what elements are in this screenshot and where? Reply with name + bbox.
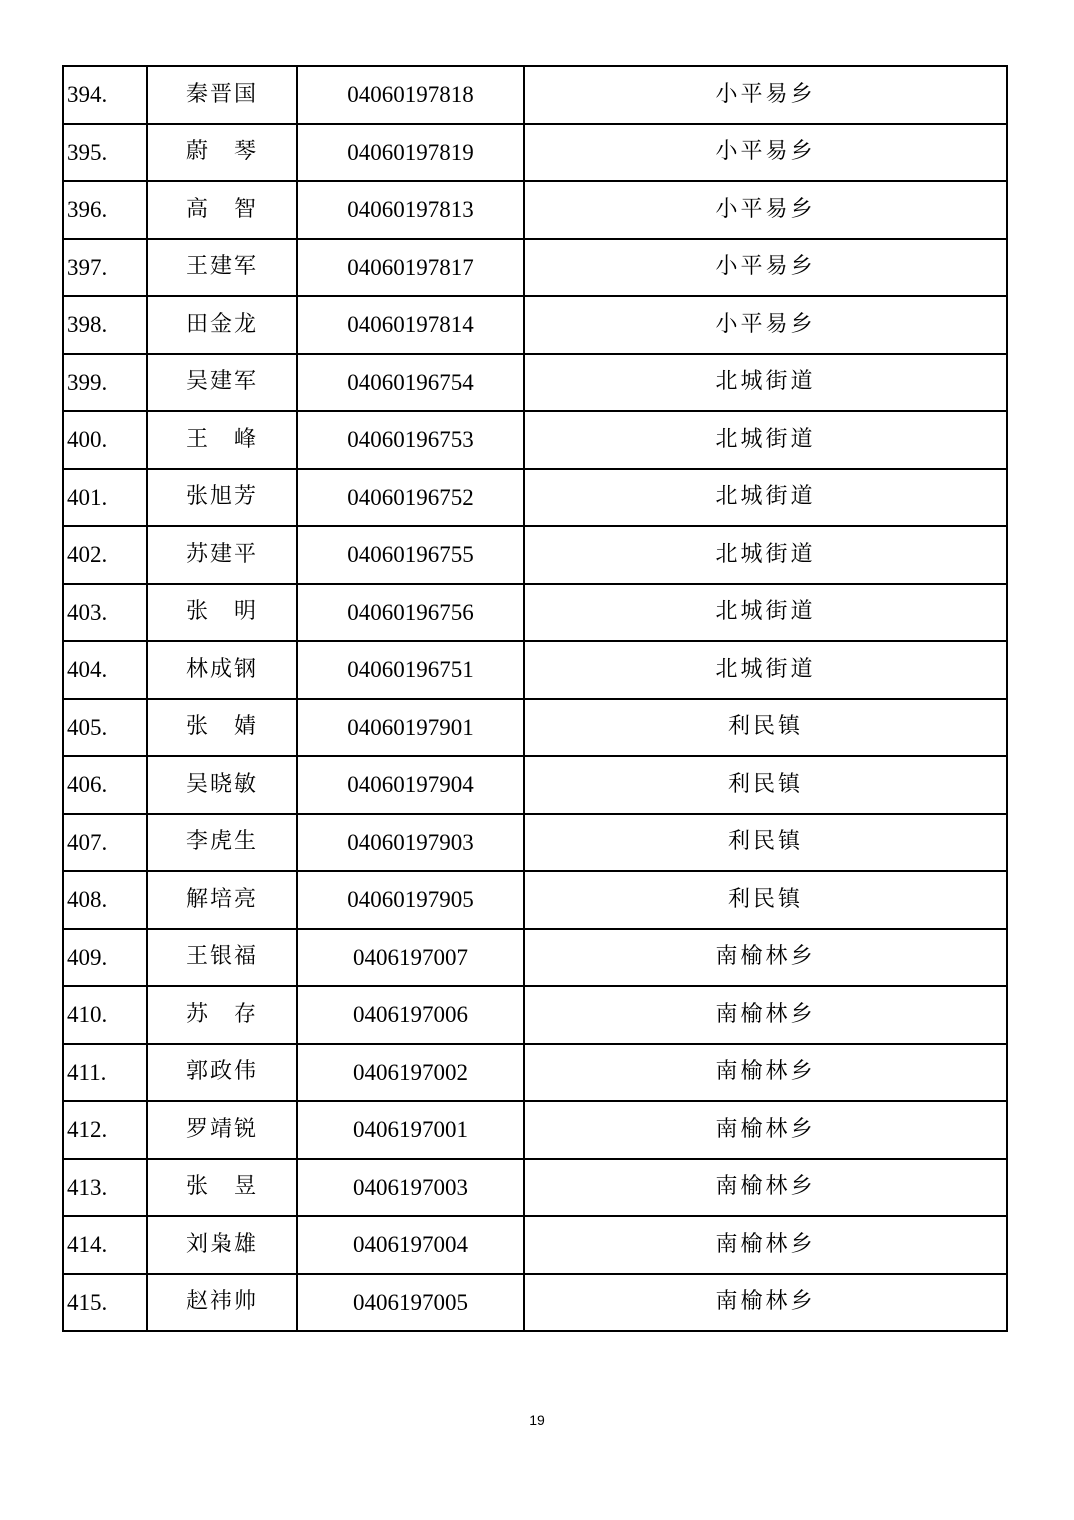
- person-name: 吴建军: [147, 354, 297, 412]
- area-name: 小平易乡: [524, 181, 1007, 239]
- row-number: 407.: [63, 814, 147, 872]
- table-row: [63, 986, 1007, 1044]
- id-code: 04060197817: [297, 239, 524, 297]
- person-name: 张 婧: [147, 699, 297, 757]
- table-row: [63, 124, 1007, 182]
- table-row: [63, 181, 1007, 239]
- row-number: 399.: [63, 354, 147, 412]
- person-name: 张旭芳: [147, 469, 297, 527]
- area-name: 小平易乡: [524, 239, 1007, 297]
- table-row: [63, 641, 1007, 699]
- area-name: 利民镇: [524, 756, 1007, 814]
- area-name: 北城街道: [524, 411, 1007, 469]
- row-number: 394.: [63, 66, 147, 124]
- row-number: 395.: [63, 124, 147, 182]
- table-row: [63, 239, 1007, 297]
- person-name: 郭政伟: [147, 1044, 297, 1102]
- person-name: 张 明: [147, 584, 297, 642]
- roster-table-body: [63, 66, 1007, 1331]
- area-name: 利民镇: [524, 814, 1007, 872]
- row-number: 404.: [63, 641, 147, 699]
- id-code: 04060197904: [297, 756, 524, 814]
- row-number: 402.: [63, 526, 147, 584]
- table-row: [63, 756, 1007, 814]
- table-row: [63, 871, 1007, 929]
- area-name: 小平易乡: [524, 296, 1007, 354]
- id-code: 04060197903: [297, 814, 524, 872]
- person-name: 苏 存: [147, 986, 297, 1044]
- id-code: 04060197813: [297, 181, 524, 239]
- id-code: 04060196754: [297, 354, 524, 412]
- area-name: 南榆林乡: [524, 1274, 1007, 1332]
- document-table-container: [62, 65, 1006, 1332]
- area-name: 北城街道: [524, 526, 1007, 584]
- row-number: 415.: [63, 1274, 147, 1332]
- area-name: 北城街道: [524, 584, 1007, 642]
- page-number: 19: [529, 1412, 545, 1428]
- row-number: 412.: [63, 1101, 147, 1159]
- id-code: 0406197004: [297, 1216, 524, 1274]
- id-code: 0406197001: [297, 1101, 524, 1159]
- table-row: [63, 296, 1007, 354]
- id-code: 04060196755: [297, 526, 524, 584]
- person-name: 刘枭雄: [147, 1216, 297, 1274]
- table-row: [63, 1159, 1007, 1217]
- table-row: [63, 929, 1007, 987]
- table-row: [63, 66, 1007, 124]
- id-code: 0406197005: [297, 1274, 524, 1332]
- row-number: 414.: [63, 1216, 147, 1274]
- area-name: 南榆林乡: [524, 929, 1007, 987]
- person-name: 田金龙: [147, 296, 297, 354]
- person-name: 罗靖锐: [147, 1101, 297, 1159]
- row-number: 396.: [63, 181, 147, 239]
- person-name: 吴晓敏: [147, 756, 297, 814]
- table-row: [63, 526, 1007, 584]
- id-code: 04060197814: [297, 296, 524, 354]
- table-row: [63, 1274, 1007, 1332]
- row-number: 410.: [63, 986, 147, 1044]
- person-name: 林成钢: [147, 641, 297, 699]
- row-number: 400.: [63, 411, 147, 469]
- person-name: 解培亮: [147, 871, 297, 929]
- area-name: 利民镇: [524, 699, 1007, 757]
- table-row: [63, 1044, 1007, 1102]
- row-number: 413.: [63, 1159, 147, 1217]
- area-name: 利民镇: [524, 871, 1007, 929]
- id-code: 04060197901: [297, 699, 524, 757]
- row-number: 409.: [63, 929, 147, 987]
- id-code: 0406197002: [297, 1044, 524, 1102]
- area-name: 北城街道: [524, 469, 1007, 527]
- area-name: 北城街道: [524, 354, 1007, 412]
- area-name: 南榆林乡: [524, 1159, 1007, 1217]
- id-code: 04060196756: [297, 584, 524, 642]
- person-name: 秦晋国: [147, 66, 297, 124]
- row-number: 403.: [63, 584, 147, 642]
- id-code: 0406197007: [297, 929, 524, 987]
- id-code: 04060197905: [297, 871, 524, 929]
- row-number: 406.: [63, 756, 147, 814]
- id-code: 0406197006: [297, 986, 524, 1044]
- id-code: 04060196751: [297, 641, 524, 699]
- table-row: [63, 1216, 1007, 1274]
- area-name: 小平易乡: [524, 66, 1007, 124]
- table-row: [63, 699, 1007, 757]
- person-name: 王建军: [147, 239, 297, 297]
- id-code: 04060197819: [297, 124, 524, 182]
- row-number: 411.: [63, 1044, 147, 1102]
- table-row: [63, 814, 1007, 872]
- area-name: 南榆林乡: [524, 1101, 1007, 1159]
- person-name: 张 昱: [147, 1159, 297, 1217]
- table-row: [63, 411, 1007, 469]
- table-row: [63, 354, 1007, 412]
- id-code: 0406197003: [297, 1159, 524, 1217]
- row-number: 401.: [63, 469, 147, 527]
- area-name: 小平易乡: [524, 124, 1007, 182]
- row-number: 398.: [63, 296, 147, 354]
- person-name: 蔚 琴: [147, 124, 297, 182]
- id-code: 04060196752: [297, 469, 524, 527]
- id-code: 04060197818: [297, 66, 524, 124]
- id-code: 04060196753: [297, 411, 524, 469]
- person-name: 李虎生: [147, 814, 297, 872]
- table-row: [63, 584, 1007, 642]
- person-name: 苏建平: [147, 526, 297, 584]
- area-name: 南榆林乡: [524, 1216, 1007, 1274]
- roster-table: [62, 65, 1008, 1332]
- table-row: [63, 469, 1007, 527]
- person-name: 王 峰: [147, 411, 297, 469]
- row-number: 405.: [63, 699, 147, 757]
- person-name: 王银福: [147, 929, 297, 987]
- area-name: 南榆林乡: [524, 986, 1007, 1044]
- area-name: 南榆林乡: [524, 1044, 1007, 1102]
- row-number: 397.: [63, 239, 147, 297]
- person-name: 赵祎帅: [147, 1274, 297, 1332]
- person-name: 高 智: [147, 181, 297, 239]
- table-row: [63, 1101, 1007, 1159]
- area-name: 北城街道: [524, 641, 1007, 699]
- row-number: 408.: [63, 871, 147, 929]
